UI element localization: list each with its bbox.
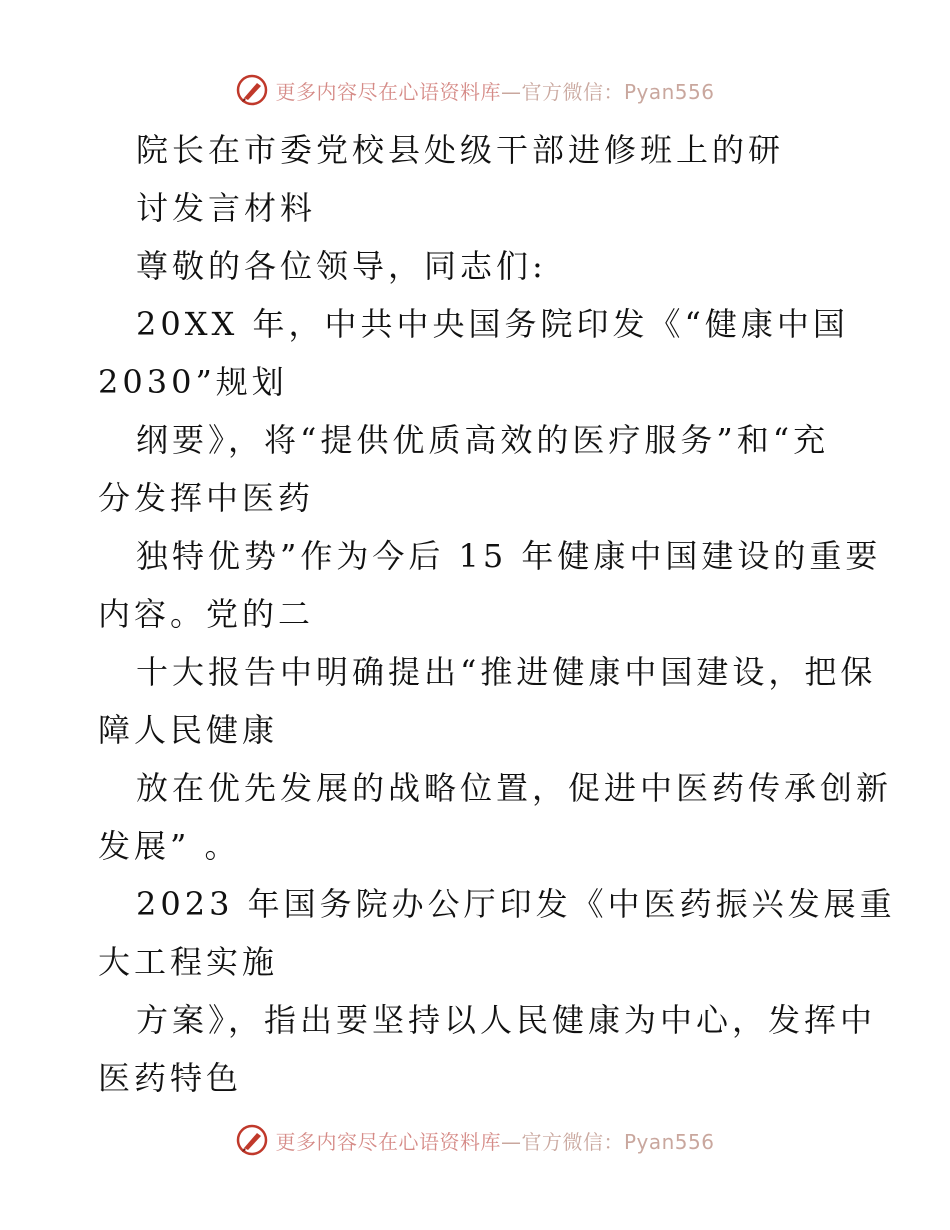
text-line: 发展” 。 [98,827,241,865]
header-watermark [0,70,950,110]
text-line: 独特优势”作为今后 15 年健康中国建设的重要 [136,537,882,575]
salutation: 尊敬的各位领导，同志们: [136,247,547,285]
text-line: 2023 年国务院办公厅印发《中医药振兴发展重 [136,885,896,923]
pen-logo-icon [235,73,269,107]
footer-watermark [0,1120,950,1160]
text-line: 医药特色 [98,1059,243,1097]
text-line: 2030”规划 [98,363,288,401]
title-line-2: 讨发言材料 [136,189,317,227]
text-line: 20XX 年，中共中央国务院印发《“健康中国 [136,305,849,343]
watermark-text: 更多内容尽在心语资料库—官方微信：Pyan556 [275,79,715,104]
text-line: 方案》，指出要坚持以人民健康为中心，发挥中 [136,1001,877,1039]
text-line: 纲要》，将“提供优质高效的医疗服务”和“充 [136,421,830,459]
text-line: 障人民健康 [98,711,279,749]
text-line: 分发挥中医药 [98,479,315,517]
text-line: 十大报告中明确提出“推进健康中国建设，把保 [136,653,877,691]
title-line-1: 院长在市委党校县处级干部进修班上的研 [136,131,785,169]
text-line: 内容。党的二 [98,595,315,633]
text-line: 大工程实施 [98,943,279,981]
watermark-text: 更多内容尽在心语资料库—官方微信：Pyan556 [275,1129,715,1154]
text-line: 放在优先发展的战略位置，促进中医药传承创新 [136,769,893,807]
pen-logo-icon [235,1123,269,1157]
